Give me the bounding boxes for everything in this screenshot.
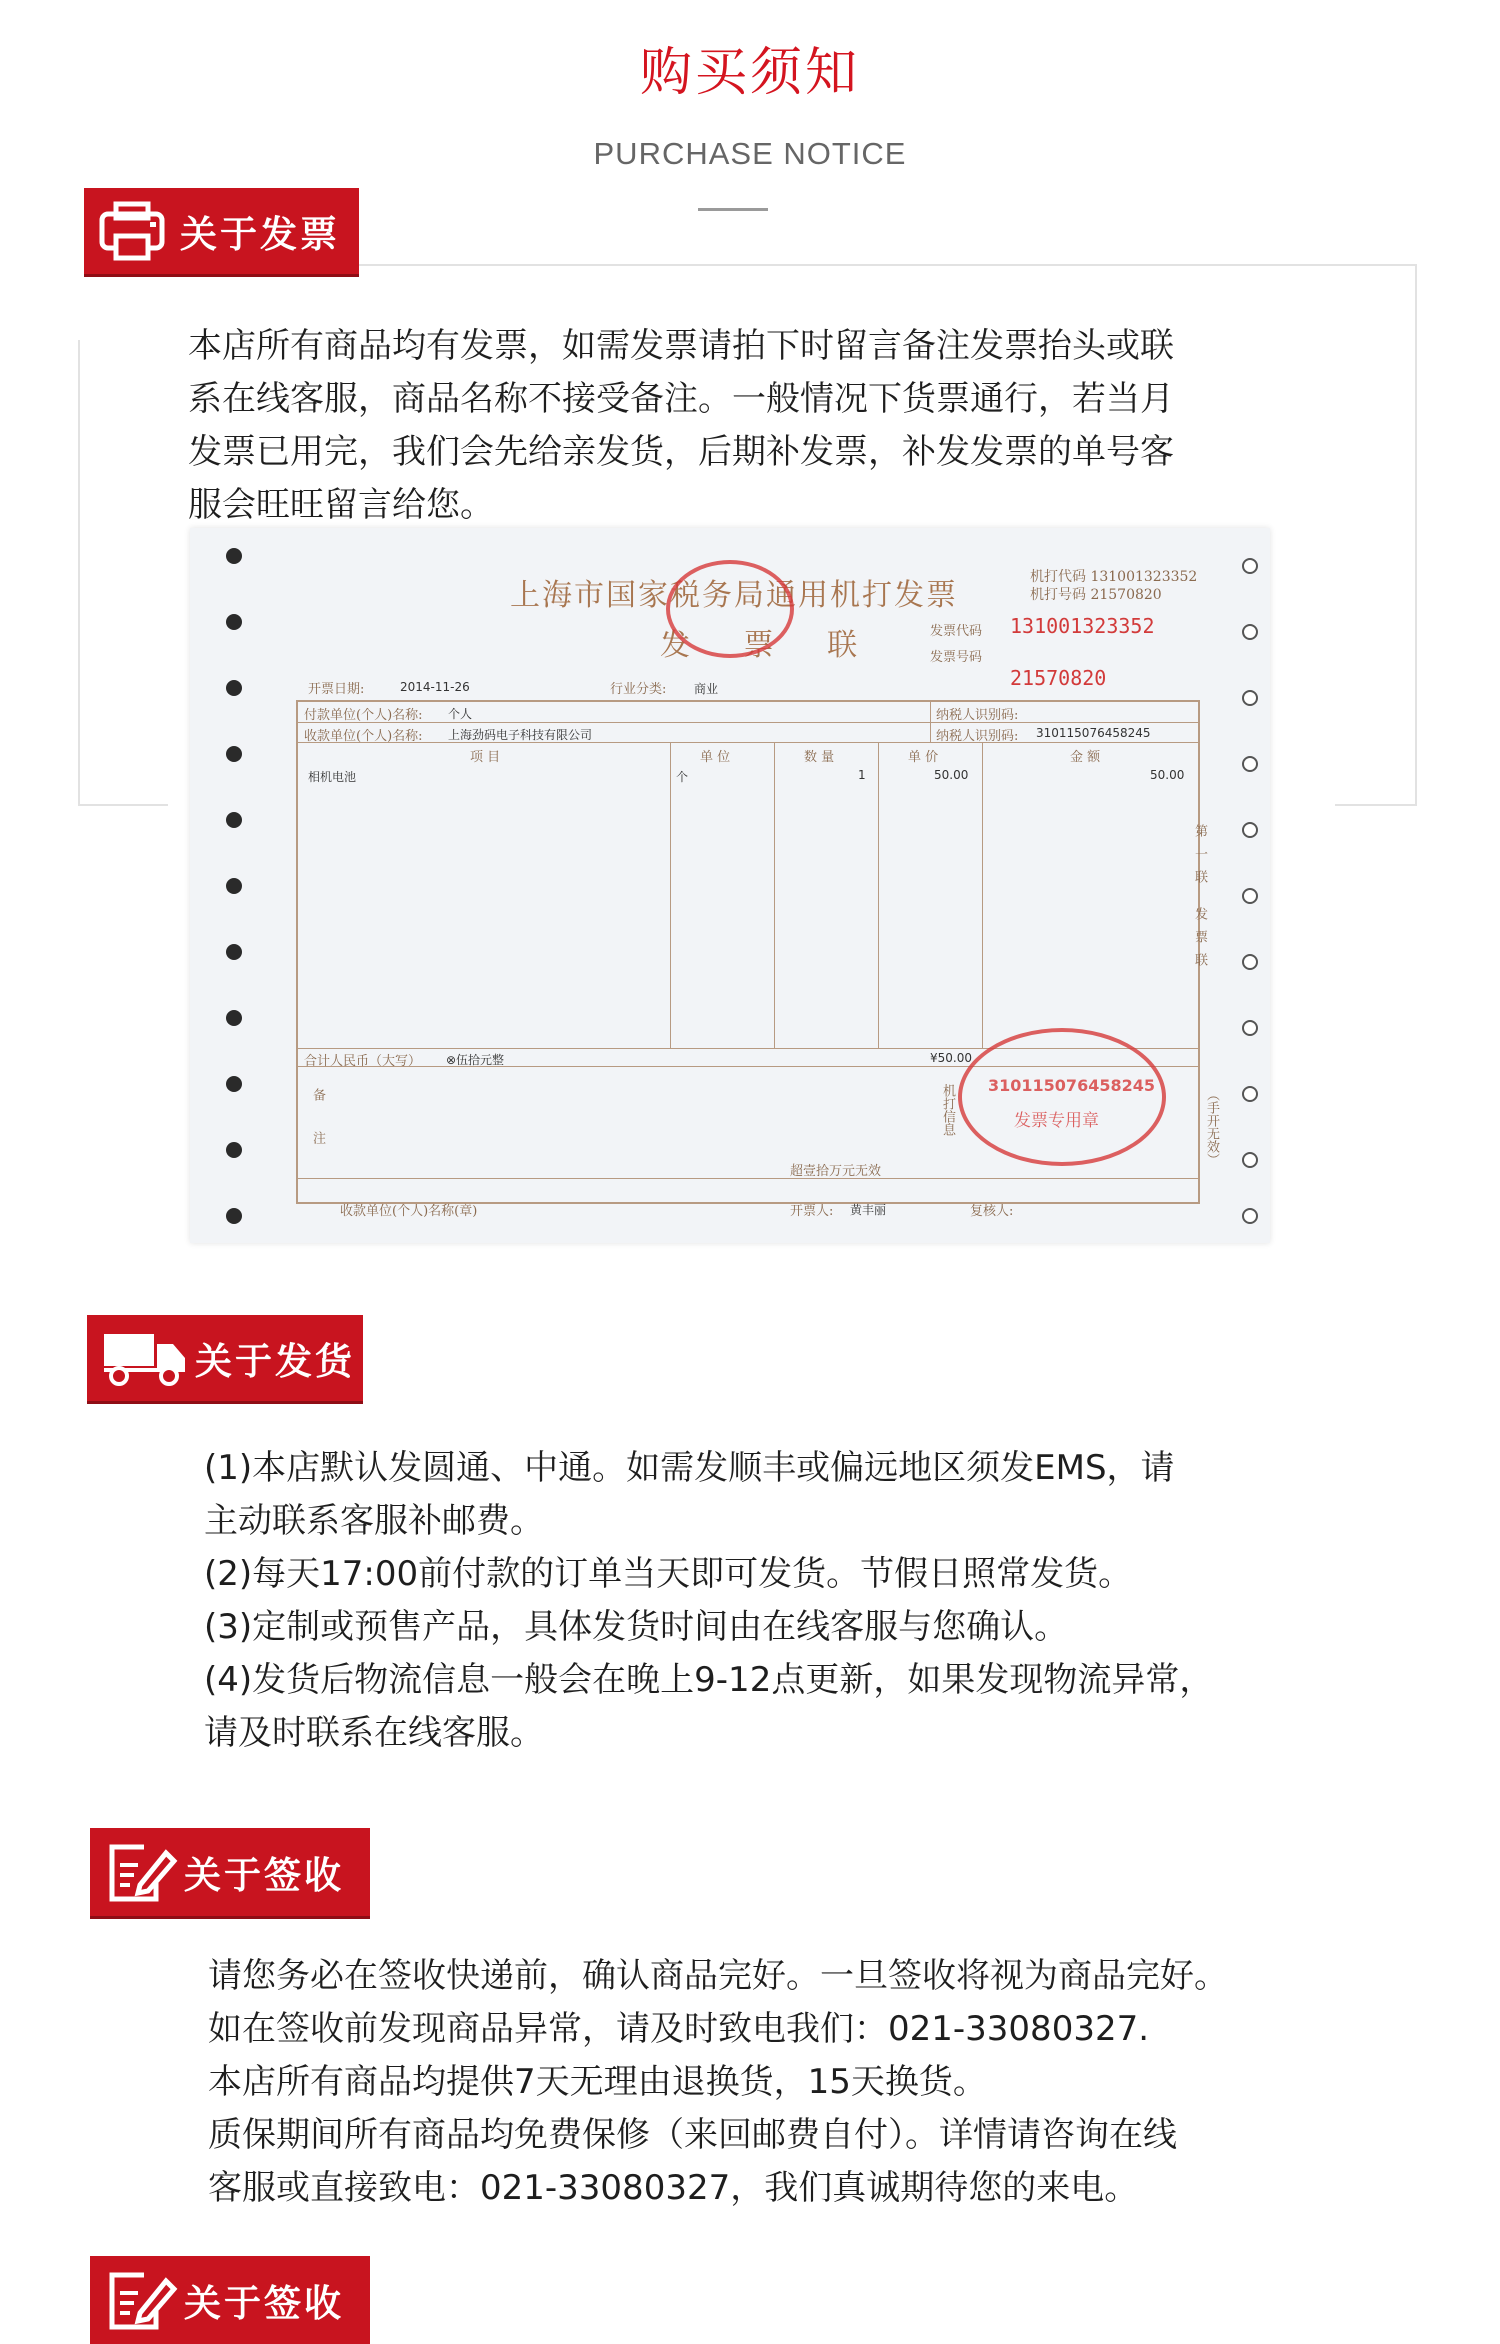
section-label-receipt: 关于签收	[184, 1854, 344, 1897]
taxid2-label: 纳税人识别码:	[936, 729, 1019, 744]
frame-top-line	[352, 264, 1417, 266]
machine-no: 21570820	[1090, 587, 1162, 603]
invoice-code: 131001323352	[1010, 614, 1155, 638]
item-amount: 50.00	[1150, 768, 1185, 782]
machine-code: 131001323352	[1090, 569, 1198, 585]
shipping-line-3: (2)每天17:00前付款的订单当天即可发货。节假日照常发货。	[204, 1554, 1133, 1594]
col-line-1	[670, 742, 671, 1048]
issuer-value: 黄丰丽	[850, 1203, 887, 1217]
truck-icon	[101, 1328, 189, 1388]
taxid-label: 纳税人识别码:	[936, 708, 1019, 723]
item-price: 50.00	[934, 768, 969, 782]
remark-label: 备注	[310, 1088, 325, 1174]
row-line-2	[298, 742, 1198, 743]
item-unit: 个	[676, 770, 689, 784]
total-number: ¥50.00	[930, 1051, 972, 1065]
col-header-amount: 金 额	[1070, 750, 1101, 765]
shipping-line-5: (4)发货后物流信息一般会在晚上9-12点更新，如果发现物流异常，	[204, 1660, 1214, 1700]
section-badge-invoice	[84, 188, 359, 274]
machine-code-label: 机打代码	[1030, 569, 1086, 585]
issuer-label: 开票人:	[790, 1204, 834, 1219]
sign-form-icon	[104, 2267, 178, 2333]
invoice-line-1: 本店所有商品均有发票，如需发票请拍下时留言备注发票抬头或联	[188, 326, 1174, 366]
shipping-line-1: (1)本店默认发圆通、中通。如需发顺丰或偏远地区须发EMS，请	[204, 1448, 1175, 1488]
payer-label: 付款单位(个人)名称:	[304, 708, 423, 723]
receipt-line-3: 本店所有商品均提供7天无理由退换货，15天换货。	[208, 2062, 987, 2102]
industry-value: 商业	[694, 682, 719, 696]
invoice-line-2: 系在线客服，商品名称不接受备注。一般情况下货票通行，若当月	[188, 379, 1174, 419]
row-line-5	[298, 1178, 1198, 1179]
date-label: 开票日期:	[308, 682, 365, 697]
shipping-line-4: (3)定制或预售产品，具体发货时间由在线客服与您确认。	[204, 1607, 1069, 1647]
taxid2-value: 310115076458245	[1036, 726, 1151, 740]
company-invoice-stamp	[958, 1028, 1166, 1166]
machine-no-label: 机打号码	[1030, 587, 1086, 603]
col-line-2	[774, 742, 775, 1048]
invoice-title: 上海市国家税务局通用机打发票	[510, 578, 958, 613]
shipping-paragraph	[204, 1442, 1213, 1760]
row-line-1	[298, 722, 1198, 723]
printer-icon	[98, 200, 174, 262]
payee-value: 上海劲码电子科技有限公司	[448, 728, 593, 742]
invoice-no-label: 发票号码	[930, 650, 983, 665]
feed-holes-left	[226, 548, 246, 1228]
page-subtitle: PURCHASE NOTICE	[593, 136, 907, 171]
invoice-no: 21570820	[1010, 666, 1107, 690]
section-label-invoice: 关于发票	[180, 213, 340, 256]
receipt-line-4: 质保期间所有商品均免费保修（来回邮费自付）。详情请咨询在线	[208, 2115, 1177, 2155]
col-line-5	[930, 700, 931, 742]
section-badge-receipt-2	[90, 2256, 370, 2344]
receipt-line-1: 请您务必在签收快递前，确认商品完好。一旦签收将视为商品完好。	[208, 1956, 1228, 1996]
item-name: 相机电池	[308, 770, 357, 784]
frame-right-line	[1415, 264, 1417, 806]
section-badge-receipt	[90, 1828, 370, 1916]
frame-left-line	[78, 340, 80, 806]
invoice-line-4: 服会旺旺留言给您。	[188, 485, 494, 525]
col-line-4	[982, 742, 983, 1048]
total-words: ⊗伍拾元整	[446, 1053, 505, 1067]
stamp-text: 发票专用章	[1014, 1111, 1099, 1131]
page-title: 购买须知	[639, 43, 860, 103]
invoice-subtitle: 发 票 联	[660, 628, 880, 663]
side-copy-note: 第一联 发票联	[1192, 824, 1207, 977]
shipping-line-6: 请及时联系在线客服。	[204, 1713, 544, 1753]
reviewer-label: 复核人:	[970, 1204, 1014, 1219]
receipt-line-5: 客服或直接致电：021-33080327，我们真诚期待您的来电。	[208, 2168, 1139, 2208]
frame-bottom-left-line	[78, 804, 168, 806]
payee-label: 收款单位(个人)名称:	[304, 729, 423, 744]
col-header-price: 单 价	[908, 750, 939, 765]
col-header-item: 项 目	[470, 750, 501, 765]
total-label: 合计人民币（大写）	[304, 1054, 422, 1069]
sign-form-icon	[104, 1839, 178, 1905]
invoice-photo	[190, 528, 1270, 1243]
invoice-paragraph	[188, 320, 1174, 532]
col-header-qty: 数 量	[804, 750, 835, 765]
handwrite-note: （手开无效）	[1204, 1088, 1219, 1166]
section-label-shipping: 关于发货	[195, 1340, 355, 1383]
payee-sign-label: 收款单位(个人)名称(章)	[340, 1204, 478, 1219]
receipt-line-2: 如在签收前发现商品异常，请及时致电我们：021-33080327.	[208, 2009, 1150, 2049]
invoice-line-3: 发票已用完，我们会先给亲发货，后期补发票，补发发票的单号客	[188, 432, 1174, 472]
col-line-3	[878, 742, 879, 1048]
title-divider	[698, 208, 768, 211]
tax-bureau-stamp	[666, 560, 794, 658]
stamp-code: 310115076458245	[988, 1076, 1155, 1095]
machine-info-label: 机打信息	[940, 1084, 955, 1136]
payer-value: 个人	[448, 707, 473, 721]
industry-label: 行业分类:	[610, 682, 667, 697]
section-label-receipt-2: 关于签收	[184, 2282, 344, 2325]
col-header-unit: 单 位	[700, 750, 731, 765]
item-qty: 1	[858, 768, 866, 782]
date-value: 2014-11-26	[400, 680, 470, 694]
section-badge-shipping	[87, 1315, 363, 1401]
over-limit-note: 超壹拾万元无效	[790, 1164, 882, 1179]
feed-holes-right	[1242, 548, 1262, 1228]
machine-code-block	[1030, 568, 1197, 604]
invoice-code-label: 发票代码	[930, 624, 983, 639]
shipping-line-2: 主动联系客服补邮费。	[204, 1501, 544, 1541]
frame-bottom-right-line	[1335, 804, 1417, 806]
receipt-paragraph	[208, 1950, 1228, 2215]
